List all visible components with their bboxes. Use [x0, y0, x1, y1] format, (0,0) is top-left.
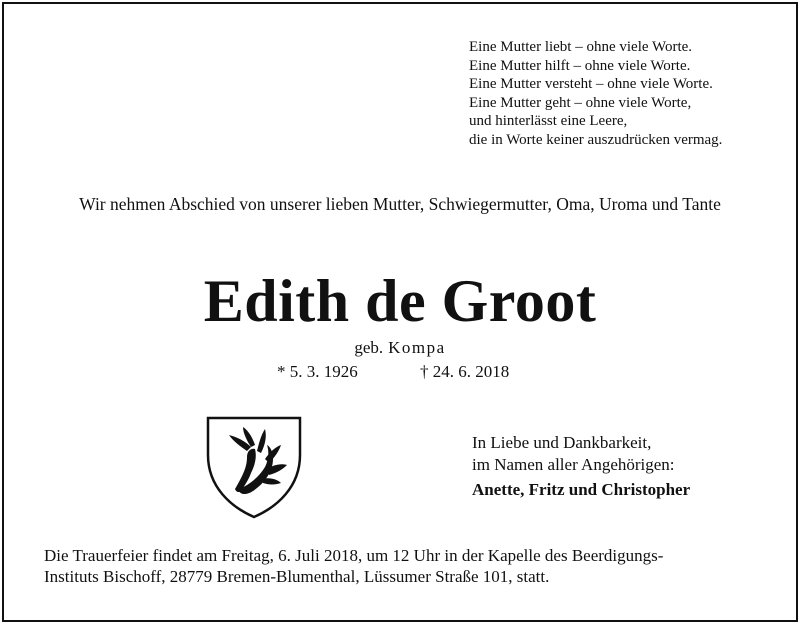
mourners-block	[472, 432, 690, 501]
birth-name	[0, 338, 800, 358]
poem-line: Eine Mutter geht – ohne viele Worte,	[469, 94, 692, 111]
poem	[469, 38, 722, 150]
poem-line: Eine Mutter versteht – ohne viele Worte.	[469, 76, 713, 93]
mourners-line: In Liebe und Dankbarkeit,	[472, 433, 652, 452]
poem-line: Eine Mutter liebt – ohne viele Worte.	[469, 39, 693, 55]
birth-date: * 5. 3. 1926	[277, 362, 358, 381]
deceased-name: Edith de Groot	[203, 268, 597, 334]
mourners-line: im Namen aller Angehörigen:	[472, 455, 675, 474]
poem-line: die in Worte keiner auszudrücken vermag.	[469, 131, 723, 148]
birth-name-label: geb.	[354, 338, 384, 357]
funeral-service-info	[44, 546, 663, 587]
poem-line: Eine Mutter hilft – ohne viele Worte.	[469, 57, 691, 74]
service-line: Die Trauerfeier findet am Freitag, 6. Juli 2018, um 12 Uhr in der Kapelle des Beerdigungs-	[44, 546, 664, 565]
shield-with-antler-icon	[205, 415, 303, 519]
mourners-names: Anette, Fritz und Christopher	[472, 480, 691, 499]
death-date: † 24. 6. 2018	[420, 362, 510, 381]
service-line: Instituts Bischoff, 28779 Bremen-Blumenthal, Lüssumer Straße 101, statt.	[44, 566, 550, 586]
poem-line: und hinterlässt eine Leere,	[469, 113, 628, 130]
birth-name-value: Kompa	[388, 338, 446, 357]
intro-text: Wir nehmen Abschied von unserer lieben Mutter, Schwiegermutter, Oma, Uroma und Tante	[79, 194, 721, 214]
